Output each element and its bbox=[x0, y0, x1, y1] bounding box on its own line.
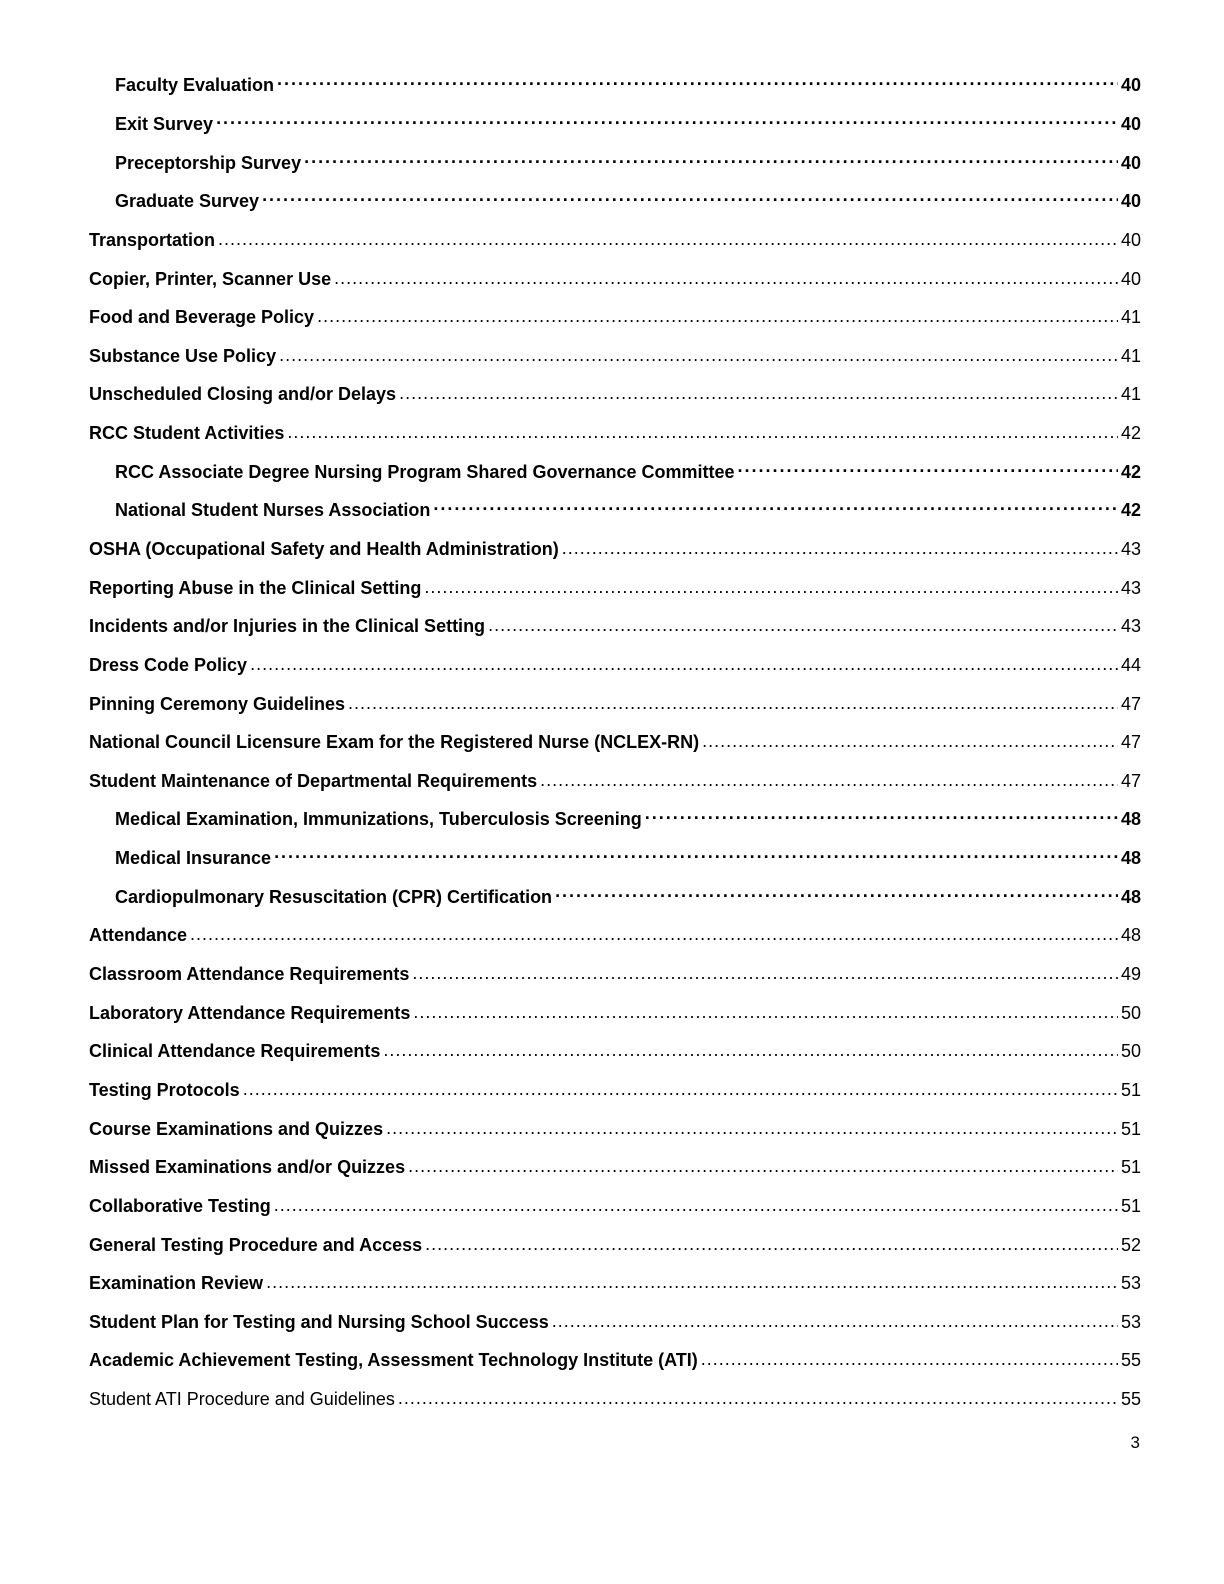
toc-entry[interactable] bbox=[89, 646, 1141, 685]
toc-entry-page: 44 bbox=[1120, 654, 1141, 675]
toc-entry-page: 50 bbox=[1120, 1002, 1141, 1023]
toc-entry-label: Food and Beverage Policy bbox=[89, 307, 315, 328]
toc-entry-label: Course Examinations and Quizzes bbox=[89, 1118, 384, 1139]
toc-dot-leader bbox=[540, 771, 1118, 789]
toc-entry-label: Incidents and/or Injuries in the Clinical Setting bbox=[89, 616, 486, 637]
toc-entry-label: Cardiopulmonary Resuscitation (CPR) Certification bbox=[115, 886, 553, 907]
toc-dot-leader bbox=[413, 1003, 1118, 1021]
toc-dot-leader bbox=[433, 500, 1118, 518]
toc-entry-label: Medical Insurance bbox=[115, 848, 272, 869]
toc-entry-label: Preceptorship Survey bbox=[115, 152, 302, 173]
toc-dot-leader bbox=[398, 1389, 1118, 1407]
toc-entry[interactable] bbox=[89, 66, 1141, 105]
toc-entry-page: 55 bbox=[1120, 1389, 1141, 1410]
toc-entry[interactable] bbox=[89, 993, 1141, 1032]
toc-entry-label: Student Plan for Testing and Nursing School Success bbox=[89, 1311, 549, 1332]
toc-entry-label: Examination Review bbox=[89, 1273, 264, 1294]
toc-entry-label: Reporting Abuse in the Clinical Setting bbox=[89, 577, 422, 598]
toc-dot-leader bbox=[287, 423, 1118, 441]
toc-entry-page: 55 bbox=[1120, 1350, 1141, 1371]
page-number: 3 bbox=[1130, 1433, 1140, 1452]
toc-dot-leader bbox=[555, 887, 1118, 905]
toc-dot-leader bbox=[266, 1273, 1118, 1291]
toc-entry[interactable] bbox=[89, 298, 1141, 337]
toc-entry-label: Student ATI Procedure and Guidelines bbox=[89, 1389, 395, 1410]
toc-entry-page: 53 bbox=[1120, 1311, 1141, 1332]
toc-entry[interactable] bbox=[89, 1225, 1141, 1264]
toc-entry-page: 40 bbox=[1120, 268, 1141, 289]
toc-entry[interactable] bbox=[89, 1341, 1141, 1380]
toc-dot-leader bbox=[190, 925, 1118, 943]
toc-entry-page: 51 bbox=[1120, 1157, 1141, 1178]
toc-dot-leader bbox=[408, 1157, 1118, 1175]
toc-entry-label: National Council Licensure Exam for the Registered Nurse (NCLEX-RN) bbox=[89, 732, 700, 753]
toc-entry-label: Unscheduled Closing and/or Delays bbox=[89, 384, 397, 405]
toc-entry-page: 47 bbox=[1120, 770, 1141, 791]
toc-dot-leader bbox=[701, 1350, 1118, 1368]
toc-dot-leader bbox=[250, 655, 1118, 673]
toc-entry-label: Missed Examinations and/or Quizzes bbox=[89, 1157, 406, 1178]
toc-entry-page: 40 bbox=[1120, 75, 1141, 96]
toc-entry-label: Academic Achievement Testing, Assessment Technology Institute (ATI) bbox=[89, 1350, 698, 1371]
toc-dot-leader bbox=[645, 809, 1118, 827]
toc-entry[interactable] bbox=[89, 800, 1141, 839]
toc-entry-label: Attendance bbox=[89, 925, 188, 946]
toc-entry[interactable] bbox=[89, 568, 1141, 607]
toc-dot-leader bbox=[383, 1041, 1118, 1059]
toc-entry-label: Testing Protocols bbox=[89, 1079, 240, 1100]
table-of-contents bbox=[89, 66, 1141, 1418]
toc-dot-leader bbox=[334, 269, 1118, 287]
toc-entry[interactable] bbox=[89, 1032, 1141, 1071]
toc-dot-leader bbox=[262, 191, 1118, 209]
toc-entry-label: Clinical Attendance Requirements bbox=[89, 1041, 381, 1062]
toc-dot-leader bbox=[386, 1119, 1118, 1137]
toc-dot-leader bbox=[348, 694, 1118, 712]
toc-entry-page: 40 bbox=[1120, 229, 1141, 250]
toc-entry-label: Substance Use Policy bbox=[89, 345, 277, 366]
toc-entry-page: 50 bbox=[1120, 1041, 1141, 1062]
toc-entry-label: OSHA (Occupational Safety and Health Administration) bbox=[89, 539, 559, 559]
toc-dot-leader bbox=[279, 346, 1118, 364]
toc-entry[interactable] bbox=[89, 491, 1141, 530]
toc-entry[interactable] bbox=[89, 1071, 1141, 1110]
toc-entry-page: 42 bbox=[1120, 461, 1141, 482]
toc-dot-leader bbox=[277, 75, 1118, 93]
toc-entry-label: General Testing Procedure and Access bbox=[89, 1234, 423, 1255]
toc-dot-leader bbox=[552, 1312, 1118, 1330]
toc-entry-label: Classroom Attendance Requirements bbox=[89, 964, 410, 985]
toc-dot-leader bbox=[317, 307, 1118, 325]
toc-entry-page: 51 bbox=[1120, 1118, 1141, 1139]
toc-entry-page: 41 bbox=[1120, 384, 1141, 405]
toc-entry[interactable] bbox=[89, 182, 1141, 221]
toc-entry-label: National Student Nurses Association bbox=[115, 500, 431, 521]
toc-entry-page: 52 bbox=[1120, 1234, 1141, 1255]
toc-dot-leader bbox=[702, 732, 1118, 750]
toc-dot-leader bbox=[424, 578, 1118, 596]
toc-entry-label: Medical Examination, Immunizations, Tuberculosis Screening bbox=[115, 809, 642, 830]
toc-entry[interactable] bbox=[89, 452, 1141, 491]
toc-entry[interactable] bbox=[89, 1187, 1141, 1226]
toc-entry[interactable] bbox=[89, 1380, 1141, 1419]
toc-dot-leader bbox=[738, 462, 1118, 480]
toc-entry[interactable] bbox=[89, 916, 1141, 955]
toc-entry-page: 43 bbox=[1120, 577, 1141, 598]
toc-entry-page: 51 bbox=[1120, 1195, 1141, 1216]
toc-entry-label: RCC Student Activities bbox=[89, 423, 285, 444]
toc-entry[interactable] bbox=[89, 143, 1141, 182]
toc-dot-leader bbox=[412, 964, 1118, 982]
toc-dot-leader bbox=[562, 539, 1118, 557]
toc-dot-leader bbox=[304, 153, 1118, 171]
toc-entry-page: 51 bbox=[1120, 1079, 1141, 1100]
toc-entry-page: 41 bbox=[1120, 307, 1141, 328]
toc-dot-leader bbox=[425, 1235, 1118, 1253]
toc-entry-page: 48 bbox=[1120, 886, 1141, 907]
toc-entry[interactable] bbox=[89, 684, 1141, 723]
toc-entry-page: 48 bbox=[1120, 848, 1141, 869]
toc-entry-page: 40 bbox=[1120, 152, 1141, 173]
toc-entry[interactable] bbox=[89, 607, 1141, 646]
toc-entry[interactable] bbox=[89, 105, 1141, 144]
toc-entry[interactable] bbox=[89, 1303, 1141, 1342]
toc-entry-page: 48 bbox=[1120, 925, 1141, 946]
toc-entry[interactable] bbox=[89, 414, 1141, 453]
toc-entry-label: Pinning Ceremony Guidelines bbox=[89, 693, 346, 714]
toc-dot-leader bbox=[243, 1080, 1118, 1098]
toc-entry[interactable] bbox=[89, 375, 1141, 414]
toc-entry-page: 47 bbox=[1120, 693, 1141, 714]
toc-entry[interactable] bbox=[89, 1109, 1141, 1148]
toc-entry[interactable] bbox=[89, 1264, 1141, 1303]
toc-entry-page: 53 bbox=[1120, 1273, 1141, 1294]
toc-entry[interactable] bbox=[89, 336, 1141, 375]
toc-entry-page: 49 bbox=[1120, 964, 1141, 985]
toc-entry[interactable] bbox=[89, 259, 1141, 298]
toc-dot-leader bbox=[488, 616, 1118, 634]
toc-entry-label: Graduate Survey bbox=[115, 191, 260, 212]
toc-dot-leader bbox=[216, 114, 1118, 132]
toc-entry-label: Student Maintenance of Departmental Requirements bbox=[89, 770, 538, 791]
toc-entry-label: Exit Survey bbox=[115, 113, 214, 134]
toc-entry-page: 47 bbox=[1120, 732, 1141, 753]
toc-entry-page: 40 bbox=[1120, 191, 1141, 212]
toc-dot-leader bbox=[274, 1196, 1118, 1214]
toc-entry[interactable] bbox=[89, 955, 1141, 994]
toc-dot-leader bbox=[399, 384, 1118, 402]
toc-entry-page: 42 bbox=[1120, 423, 1141, 444]
toc-entry-page: 40 bbox=[1120, 113, 1141, 134]
toc-entry[interactable] bbox=[89, 877, 1141, 916]
toc-entry-label: Laboratory Attendance Requirements bbox=[89, 1002, 411, 1023]
toc-entry[interactable] bbox=[89, 530, 1141, 569]
toc-entry-label: Copier, Printer, Scanner Use bbox=[89, 268, 332, 289]
toc-entry-label: Faculty Evaluation bbox=[115, 75, 275, 96]
toc-dot-leader bbox=[274, 848, 1118, 866]
toc-entry[interactable] bbox=[89, 762, 1141, 801]
toc-entry[interactable] bbox=[89, 221, 1141, 260]
toc-dot-leader bbox=[218, 230, 1118, 248]
toc-entry-page: 41 bbox=[1120, 345, 1141, 366]
toc-entry[interactable] bbox=[89, 839, 1141, 878]
toc-entry-page: 48 bbox=[1120, 809, 1141, 830]
toc-entry-label: Transportation bbox=[89, 229, 216, 250]
toc-entry-page: 43 bbox=[1120, 616, 1141, 637]
toc-entry[interactable] bbox=[89, 1148, 1141, 1187]
toc-entry[interactable] bbox=[89, 723, 1141, 762]
toc-entry-page: 42 bbox=[1120, 500, 1141, 521]
toc-entry-page: 43 bbox=[1120, 539, 1141, 559]
toc-entry-label: RCC Associate Degree Nursing Program Shared Governance Committee bbox=[115, 461, 735, 482]
toc-entry-label: Dress Code Policy bbox=[89, 654, 248, 675]
toc-entry-label: Collaborative Testing bbox=[89, 1195, 271, 1216]
